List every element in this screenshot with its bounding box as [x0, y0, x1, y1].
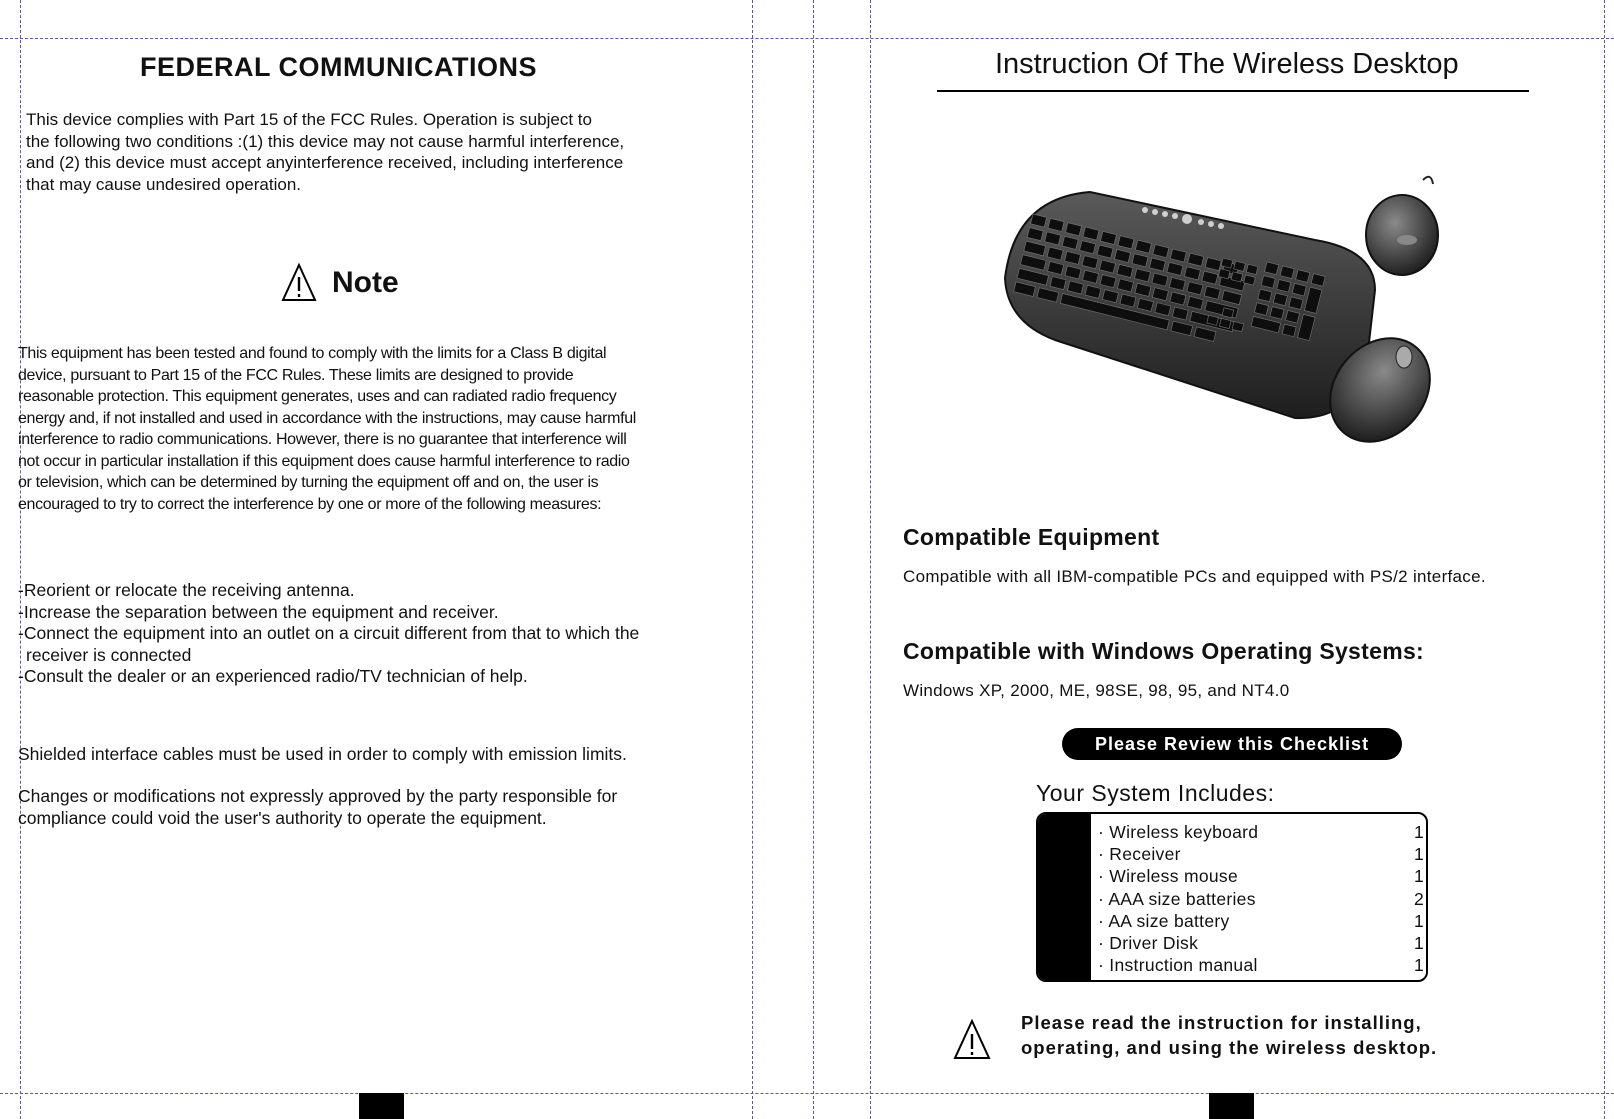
system-includes-title: Your System Includes: — [1036, 780, 1275, 806]
checklist-side-bar — [1038, 814, 1091, 980]
fcc-title: FEDERAL COMMUNICATIONS — [140, 52, 537, 82]
item-qty: 1 — [1414, 932, 1425, 953]
checklist-items — [1098, 821, 1425, 976]
item-name: Wireless mouse — [1109, 866, 1238, 887]
list-item: · Driver Disk 1 — [1098, 932, 1425, 953]
fcc-intro: This device complies with Part 15 of the FCC Rules. Operation is subject to the following two conditions :(1) this device may not cause harmful interference, and (2) this device must accept anyinterference received, including interference that may cause undesired operation. — [26, 110, 625, 194]
warning-triangle-icon — [280, 262, 318, 304]
page-number-tab-right — [1209, 1093, 1254, 1119]
crop-guide-left-inner — [752, 0, 753, 1119]
item-name: AAA size batteries — [1108, 888, 1256, 909]
crop-guide-bottom — [0, 1093, 1614, 1094]
keyboard-mouse-receiver-illustration — [995, 170, 1475, 460]
title-underline — [937, 90, 1529, 92]
modifications-note: Changes or modifications not expressly approved by the party responsible for compliance could void the user's authority to operate the equipment. — [18, 786, 618, 828]
item-qty: 1 — [1414, 844, 1425, 865]
note-heading — [280, 260, 399, 306]
warning-triangle-icon — [952, 1018, 992, 1062]
compatible-equipment-heading: Compatible Equipment — [903, 524, 1160, 550]
list-item: · AA size battery 1 — [1098, 910, 1425, 931]
item-name: Receiver — [1109, 844, 1181, 865]
item-qty: 1 — [1414, 910, 1425, 931]
measures-list — [18, 580, 639, 688]
crop-guide-right-inner — [870, 0, 871, 1119]
shielded-cables-note: Shielded interface cables must be used in order to comply with emission limits. — [18, 744, 627, 764]
item-name: Wireless keyboard — [1109, 822, 1259, 842]
windows-os-heading: Compatible with Windows Operating Systems: — [903, 638, 1425, 664]
measure-item-continuation: receiver is connected — [26, 644, 192, 665]
page-number-tab-left — [359, 1093, 404, 1119]
system-includes-checklist — [1036, 812, 1428, 982]
crop-guide-top — [0, 38, 1614, 39]
item-name: AA size battery — [1108, 910, 1230, 931]
review-checklist-banner: Please Review this Checklist — [1062, 728, 1402, 760]
item-name: Instruction manual — [1109, 955, 1258, 976]
note-label: Note — [332, 266, 399, 299]
item-qty: 1 — [1414, 866, 1425, 887]
crop-guide-center — [813, 0, 814, 1119]
read-instructions-note: Please read the instruction for installing, operating, and using the wireless desktop. — [1021, 1012, 1438, 1058]
list-item: · Instruction manual 1 — [1098, 955, 1425, 976]
list-item: · Wireless mouse 1 — [1098, 866, 1425, 887]
list-item: · Wireless keyboard 1 — [1098, 822, 1425, 842]
instruction-title: Instruction Of The Wireless Desktop — [995, 48, 1459, 80]
crop-guide-right — [1604, 0, 1605, 1119]
item-qty: 2 — [1414, 888, 1425, 909]
windows-os-text: Windows XP, 2000, ME, 98SE, 98, 95, and NT4.0 — [903, 681, 1290, 700]
item-qty: 1 — [1414, 822, 1425, 842]
crop-guide-left — [20, 0, 21, 1119]
fcc-class-b-paragraph: This equipment has been tested and found to comply with the limits for a Class B digital device, pursuant to Part 15 of the FCC Rules. These limits are designed to provide reasonable protection. This equipment generates, uses and can radiated radio frequency energy and, if not installed and used in accordance with the instructions, may cause harmful interference to radio communications. However, there is no guarantee that interference will not occur in particular installation if this equipment does cause harmful interference to radio or television, which can be determined by turning the equipment off and on, the user is encouraged to try to correct the interference by one or more of the following measures: — [18, 345, 636, 513]
measure-item: -Consult the dealer or an experienced radio/TV technician of help. — [18, 666, 528, 686]
measure-item: -Increase the separation between the equipment and receiver. — [18, 601, 499, 622]
compatible-equipment-text: Compatible with all IBM-compatible PCs and equipped with PS/2 interface. — [903, 567, 1486, 586]
list-item: · AAA size batteries 2 — [1098, 888, 1425, 909]
item-qty: 1 — [1414, 955, 1425, 976]
measure-item: -Connect the equipment into an outlet on a circuit different from that to which the — [18, 623, 640, 643]
item-name: Driver Disk — [1109, 932, 1199, 953]
list-item: · Receiver 1 — [1098, 844, 1425, 865]
measure-item: -Reorient or relocate the receiving antenna. — [18, 580, 355, 600]
